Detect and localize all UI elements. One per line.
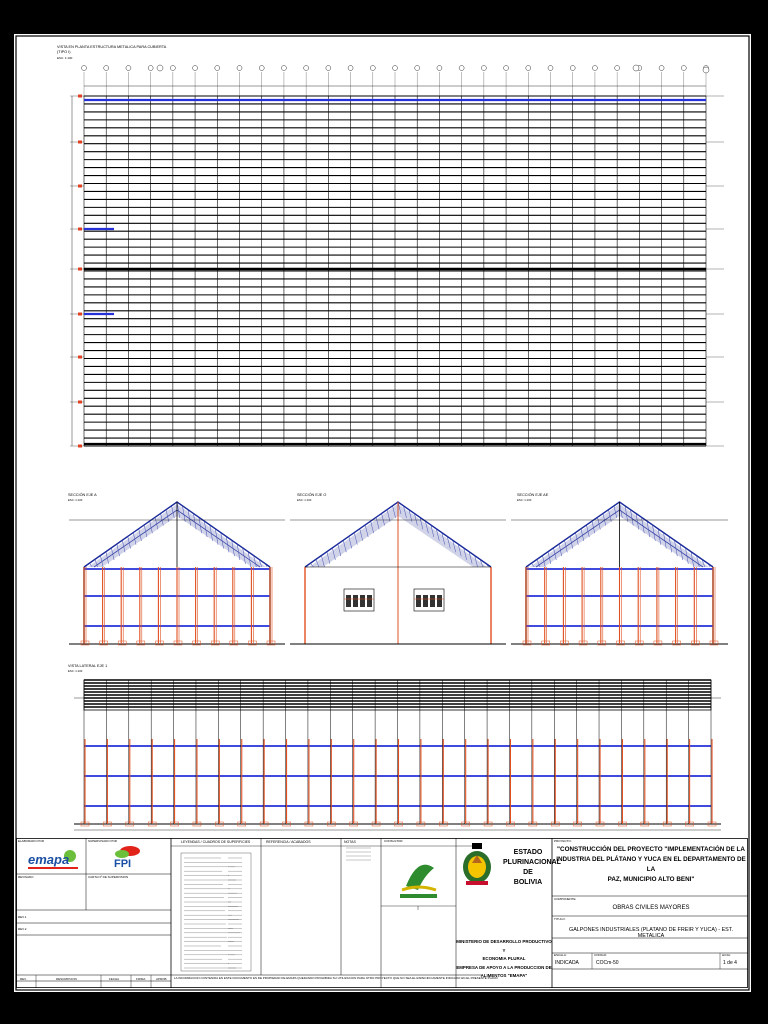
bolivia-coat-of-arms — [458, 841, 496, 891]
codigo-value: COCm-50 — [596, 960, 619, 966]
ministerio-line-2: ECONOMIA PLURAL — [482, 956, 526, 961]
leyenda-header: LEYENDAS / CUADROS DE SUPERFICIES — [181, 840, 251, 844]
plan-scale: ESC: 1:100 — [57, 56, 73, 60]
disclaimer: LA INFORMACION CONTENIDA EN ESTE DOCUMENTO ES DE PROPIEDAD DE EMAPA QUEDANDO PROHIBIDA SU UTILIZACION PARA OTRO PROYECTO QUE NO SEA EL ESPECIFICAMENTE INDICADO EN EL PRESENTE PLANO — [174, 976, 498, 980]
emapa-logo-text: emapa — [28, 852, 70, 867]
notas-header: NOTAS — [344, 840, 356, 844]
supervisado-label: SUPERVISADO POR — [88, 839, 117, 843]
plan-view — [70, 65, 724, 448]
titulo-value: GALPONES INDUSTRIALES (PLATANO DE FREIR Y YUCA) - EST. METALICA — [569, 927, 733, 939]
plan-title: VISTA EN PLANTA ESTRUCTURA METALICA PARA CUBIERTA — [57, 45, 167, 49]
section-a-scale: ESC: 1:100 — [68, 498, 83, 502]
fecha-col-label: FECHA — [109, 977, 120, 981]
section-eje-o — [290, 502, 506, 644]
estado-text — [503, 848, 561, 888]
ministerio-text — [456, 938, 552, 981]
proyecto-line-2: INDUSTRIA DEL PLÁTANO Y YUCA EN EL DEPARTAMENTO DE LA — [556, 856, 746, 873]
ministerio-line-4: ALIMENTOS "EMAPA" — [480, 973, 528, 978]
escala-label: ESCALA: — [554, 953, 567, 957]
fpi-logo — [108, 843, 148, 873]
proyecto-text — [556, 845, 746, 885]
referencia-header: REFERENCIA / ACABADOS — [266, 840, 311, 844]
codigo-label: CODIGO: — [594, 953, 608, 957]
lateral-title: VISTA LATERAL EJE 1 — [68, 664, 108, 668]
lateral-view — [74, 680, 721, 830]
ministerio-line-3: EMPRESA DE APOYO A LA PRODUCCION DE — [456, 964, 552, 970]
componente-label: COMPONENTE: — [554, 897, 577, 901]
estado-line-1: ESTADO — [513, 849, 543, 856]
proyecto-label: PROYECTO: — [554, 839, 572, 843]
componente-value: OBRAS CIVILES MAYORES — [612, 905, 690, 911]
rev1-label: REV.1 — [18, 915, 27, 919]
proyecto-line-1: "CONSTRUCCIÓN DEL PROYECTO "IMPLEMENTACIÓN DE LA — [557, 846, 745, 853]
aprob-col-label: APROB — [156, 977, 167, 981]
estado-line-3: BOLIVIA — [513, 879, 543, 886]
revisado-label: REVISADO — [18, 875, 34, 879]
lateral-scale: ESC: 1:100 — [68, 669, 83, 673]
estado-line-2: PLURINACIONAL DE — [503, 859, 561, 876]
titulo-label: TITULO: — [554, 917, 566, 921]
fiscal-label: CARTA Nº DE SUPERVISION — [88, 875, 129, 879]
cdrc-logo — [396, 846, 441, 902]
section-o-title: SECCIÓN EJE O — [297, 493, 327, 497]
fpi-logo-text: FPI — [114, 858, 132, 870]
rev-col-label: REV. — [20, 977, 27, 981]
consultor-label: CONSULTOR — [384, 839, 403, 843]
section-o-scale: ESC: 1:100 — [297, 498, 312, 502]
escala-value: INDICADA — [555, 960, 579, 966]
ministerio-line-1: MINISTERIO DE DESARROLLO PRODUCTIVO Y — [456, 939, 552, 953]
section-a-title: SECCIÓN EJE A — [68, 493, 97, 497]
emapa-logo — [26, 846, 81, 872]
proyecto-line-3: PAZ, MUNICIPIO ALTO BENI" — [607, 876, 695, 883]
section-eje-a — [69, 502, 285, 645]
title-block — [16, 838, 748, 988]
descripcion-col-label: DESCRIPCION — [56, 977, 77, 981]
hoja-label: HOJA: — [722, 953, 731, 957]
elaborado-label: ELABORADO POR — [18, 839, 45, 843]
plan-subtitle: (TIPO I) — [57, 50, 71, 54]
firma-col-label: FIRMA — [136, 977, 146, 981]
section-eje-ae — [511, 502, 728, 645]
hoja-value: 1 de 4 — [723, 960, 737, 966]
rev2-label: REV.2 — [18, 927, 27, 931]
section-ae-title: SECCIÓN EJE AE — [517, 493, 549, 497]
section-ae-scale: ESC: 1:100 — [517, 498, 532, 502]
